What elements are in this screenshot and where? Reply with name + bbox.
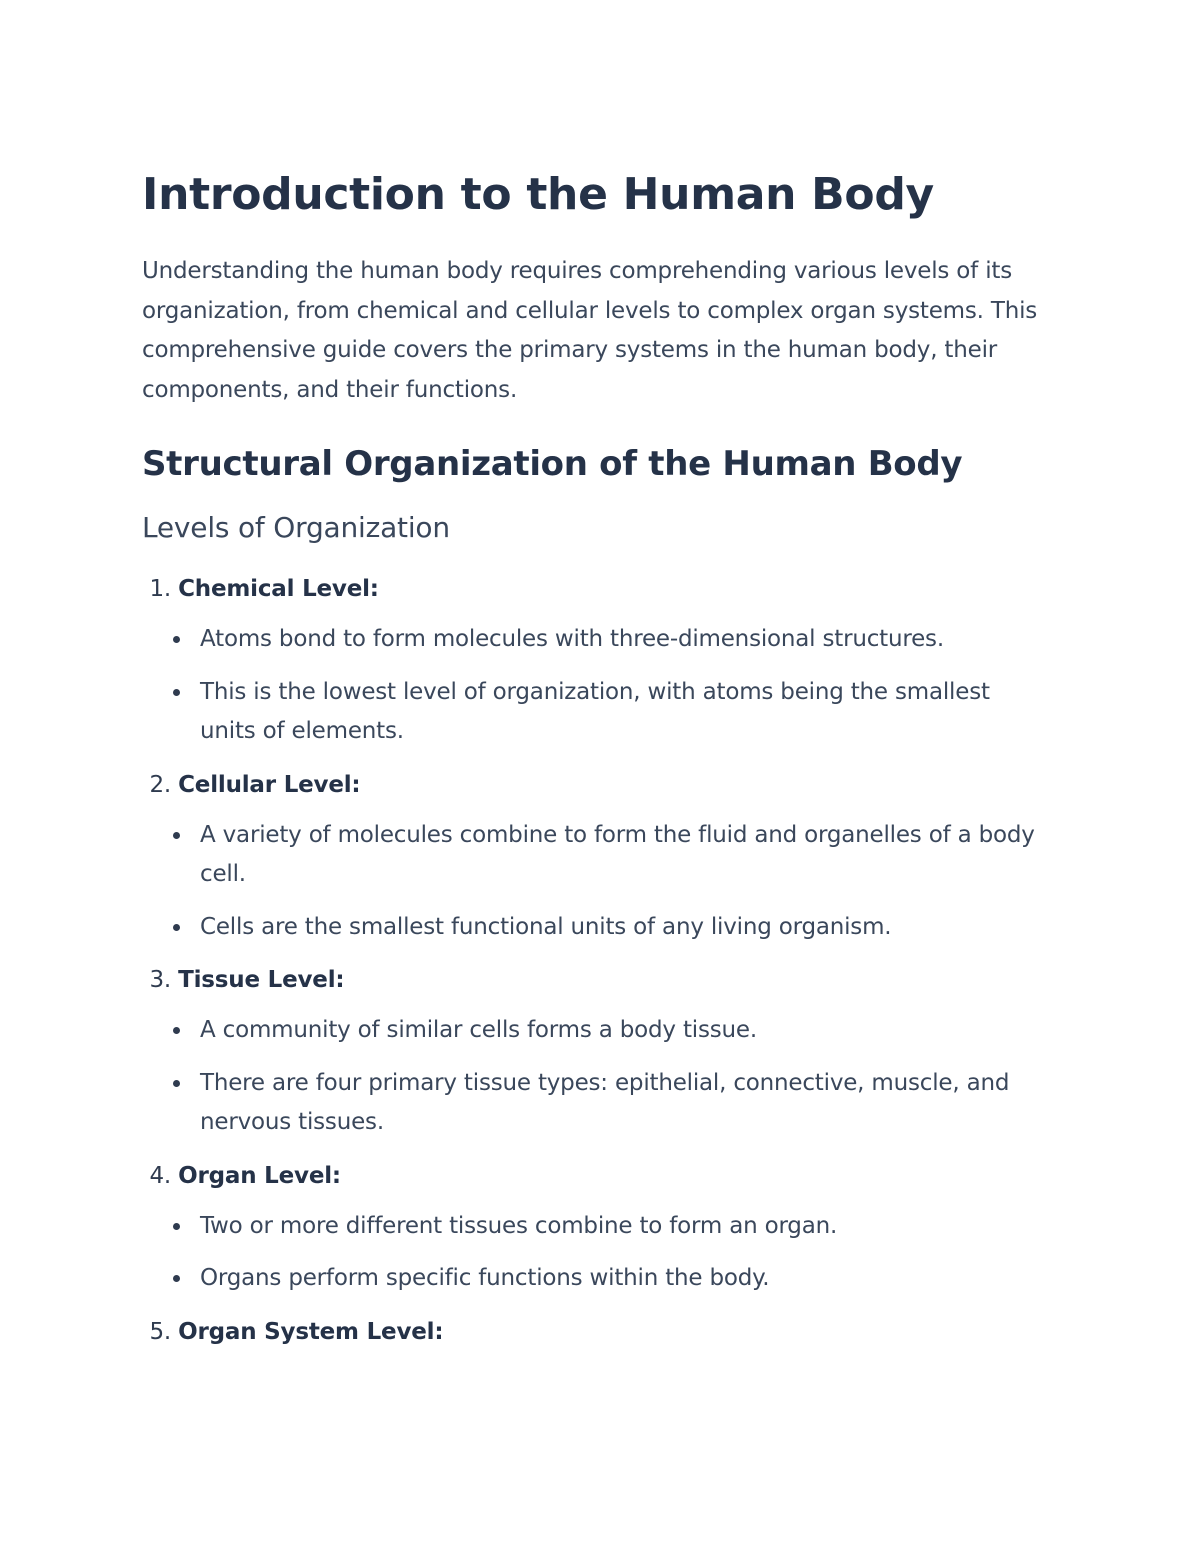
bullet-list <box>142 620 1052 752</box>
level-heading <box>142 570 1052 608</box>
bullet-item <box>142 673 1052 752</box>
bullet-icon <box>173 924 180 931</box>
bullet-icon <box>173 1027 180 1034</box>
bullet-list <box>142 816 1052 948</box>
bullet-item <box>142 1011 1052 1051</box>
bullet-text: Two or more different tissues combine to form an organ. <box>200 1212 838 1239</box>
bullet-icon <box>173 1275 180 1282</box>
bullet-icon <box>173 689 180 696</box>
bullet-list <box>142 1011 1052 1143</box>
level-number: 1. <box>149 576 171 602</box>
subsection-title: Levels of Organization <box>142 511 450 544</box>
bullet-text: A community of similar cells forms a body tissue. <box>200 1017 757 1043</box>
bullet-icon <box>173 1080 180 1087</box>
bullet-list <box>142 1207 1052 1299</box>
bullet-text: Cells are the smallest functional units of any living organism. <box>200 913 892 940</box>
level-item <box>142 570 1052 752</box>
bullet-text: There are four primary tissue types: epithelial, connective, muscle, and nervous tissues. <box>200 1069 1010 1135</box>
level-number: 5. <box>149 1318 171 1345</box>
bullet-icon <box>173 636 180 643</box>
level-item <box>142 1313 1052 1351</box>
level-heading <box>142 766 1052 804</box>
level-item <box>142 766 1052 948</box>
level-number: 2. <box>149 771 171 798</box>
bullet-item <box>142 1207 1052 1247</box>
bullet-item <box>142 620 1052 660</box>
document-page <box>142 166 1052 1351</box>
intro-paragraph: Understanding the human body requires comprehending various levels of its organization, from chemical and cellular levels to complex organ systems. This comprehensive guide covers the primary systems in the human body, their components, and their functions. <box>142 258 1038 403</box>
level-name: Cellular Level: <box>178 771 361 798</box>
level-name: Tissue Level: <box>178 967 345 993</box>
bullet-item <box>142 816 1052 895</box>
bullet-icon <box>173 832 180 839</box>
level-name: Organ Level: <box>178 1162 341 1189</box>
level-item <box>142 961 1052 1143</box>
bullet-item <box>142 1064 1052 1143</box>
bullet-item <box>142 1259 1052 1299</box>
bullet-item <box>142 908 1052 948</box>
level-heading <box>142 1157 1052 1195</box>
level-heading <box>142 1313 1052 1351</box>
bullet-icon <box>173 1223 180 1230</box>
bullet-text: Atoms bond to form molecules with three-dimensional structures. <box>200 626 944 652</box>
level-number: 4. <box>149 1162 171 1189</box>
level-heading <box>142 961 1052 999</box>
level-item <box>142 1157 1052 1299</box>
level-number: 3. <box>149 967 171 993</box>
bullet-text: A variety of molecules combine to form the fluid and organelles of a body cell. <box>200 821 1035 887</box>
page-title: Introduction to the Human Body <box>142 169 934 220</box>
section-title: Structural Organization of the Human Body <box>142 444 963 484</box>
levels-list <box>142 570 1052 1351</box>
bullet-text: This is the lowest level of organization, with atoms being the smallest units of elements. <box>200 678 990 744</box>
bullet-text: Organs perform specific functions within the body. <box>200 1265 770 1291</box>
level-name: Chemical Level: <box>178 576 379 602</box>
level-name: Organ System Level: <box>178 1318 444 1345</box>
